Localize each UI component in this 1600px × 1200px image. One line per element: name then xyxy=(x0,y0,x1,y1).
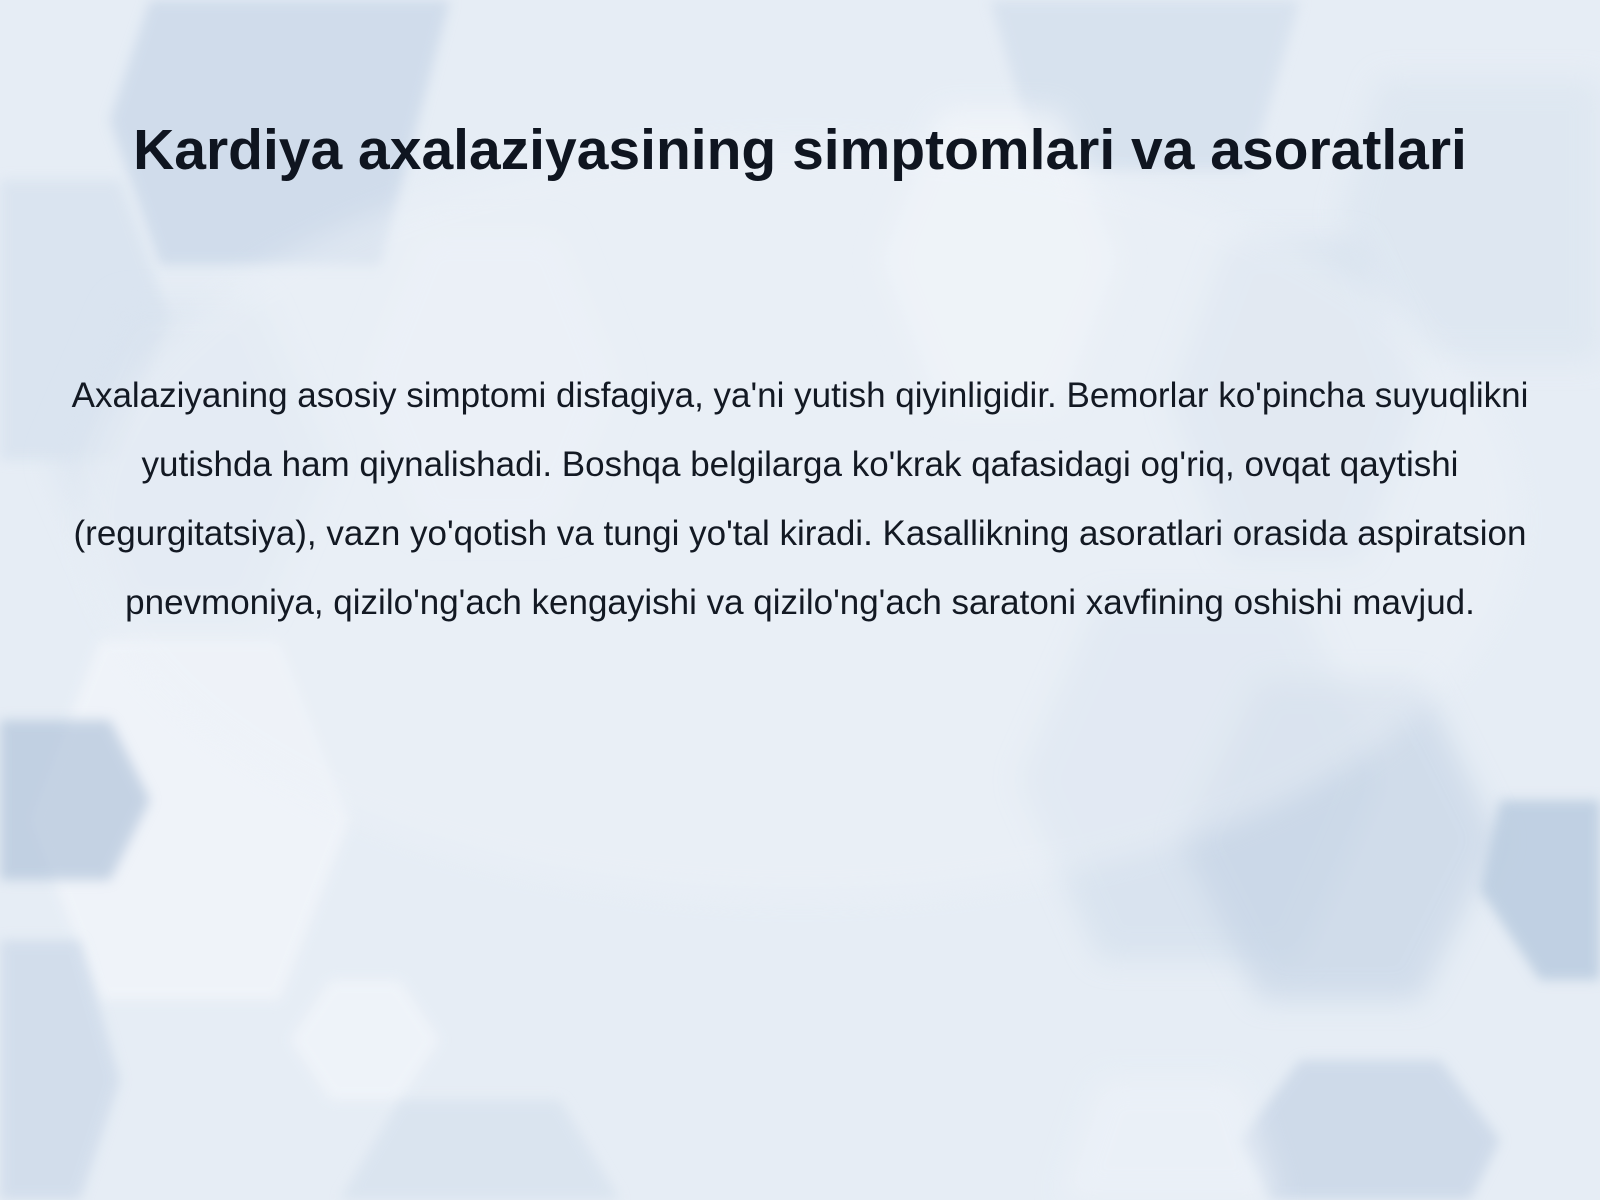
slide-body-text: Axalaziyaning asosiy simptomi disfagiya, ya'ni yutish qiyinligidir. Bemorlar ko'pincha suyuqlikni yutishda ham qiynalishadi. Boshqa belgilarga ko'krak qafasidagi og'riq, ovqat qaytishi (regurgitatsiya), vazn yo'qotish va tungi yo'tal kiradi. Kasallikning asoratlari orasida aspiratsion pnevmoniya, qizilo'ng'ach kengayishi va qizilo'ng'ach saratoni xavfining oshishi mavjud. xyxy=(71,376,1529,622)
slide-title: Kardiya axalaziyasining simptomlari va asoratlari xyxy=(133,118,1467,182)
